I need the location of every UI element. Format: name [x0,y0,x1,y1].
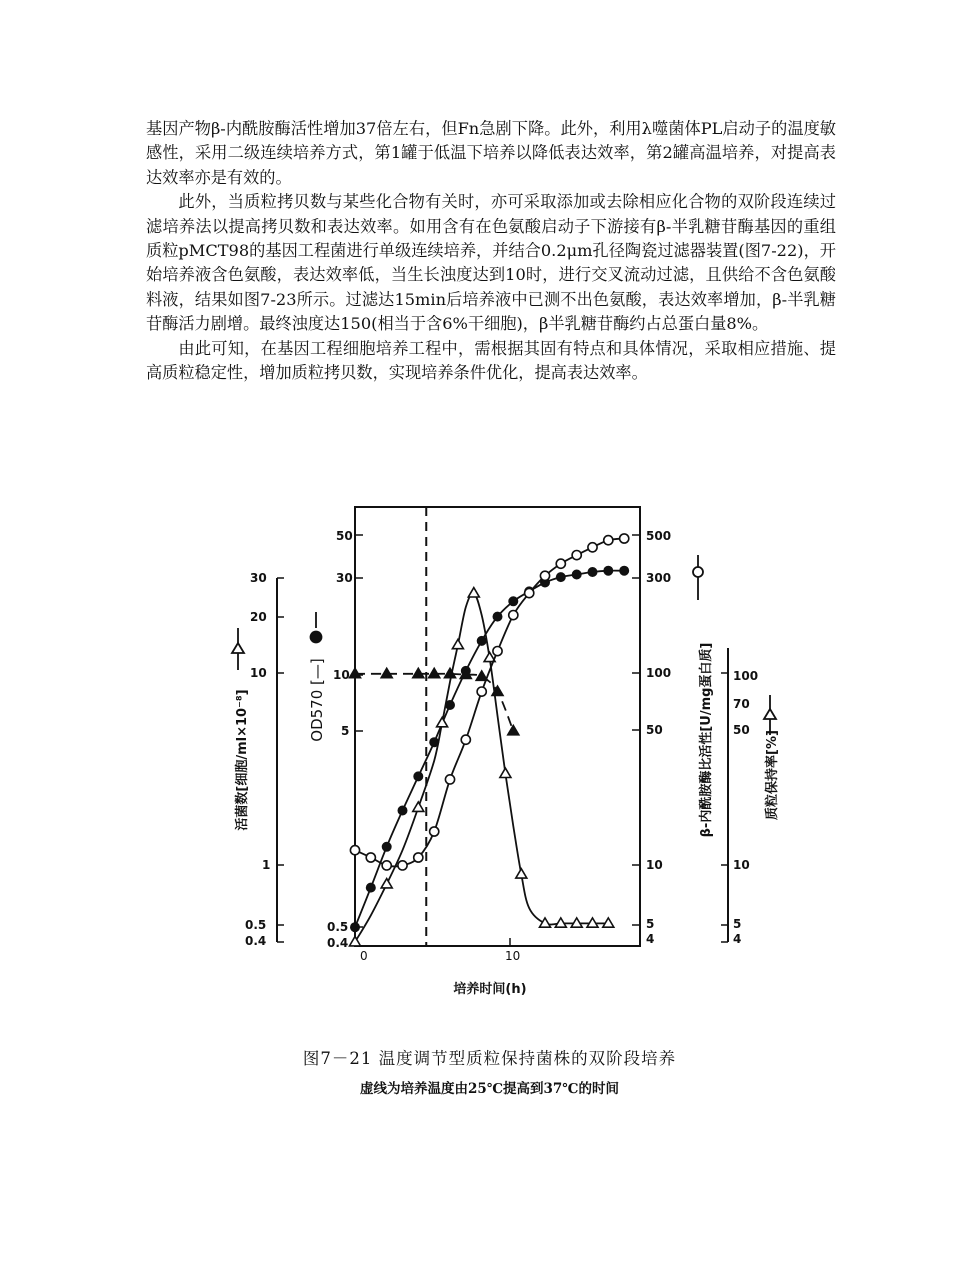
right-inner-axis-label: β-内酰胺酶比活性[U/mg蛋白质] [699,642,714,838]
tick-right-outer-10: 10 [733,858,750,872]
data-point-open-circle [398,861,407,870]
data-point-open-triangle [452,639,463,648]
figure-caption: 图7－21 温度调节型质粒保持菌株的双阶段培养 [302,1049,677,1068]
tick-left-inner-5: 5 [341,724,350,738]
data-point-open-circle [445,775,454,784]
tick-right-outer-50: 50 [733,723,750,737]
tick-right-outer-70: 70 [733,697,750,711]
tick-right-inner-5: 5 [646,917,655,931]
legend-marker-filled-circle [311,632,322,643]
data-point-filled-circle [446,701,454,709]
tick-right-inner-10: 10 [646,858,663,872]
data-point-filled-circle [398,806,406,814]
data-point-open-circle [509,611,518,620]
data-point-open-circle [604,536,613,545]
tick-left-outer-1: 1 [262,858,271,872]
data-point-filled-circle [588,568,596,576]
x-axis-label: 培养时间(h) [453,982,527,997]
tick-right-inner-500: 500 [646,529,672,543]
data-point-open-circle [572,551,581,560]
paragraph-1: 基因产物β-内酰胺酶活性增加37倍左右，但Fn急剧下降。此外，利用λ噬菌体PL启动子的温度敏感性，采用二级连续培养方式，第1罐于低温下培养以降低表达效率，第2罐高温培养，对提高表达效率亦是有效的。 [146,119,836,187]
data-point-filled-circle [493,612,501,620]
data-point-filled-circle [573,570,581,578]
tick-left-outer-30: 30 [250,571,267,585]
series-filled-circle-line [355,571,624,928]
data-point-open-triangle [437,718,448,727]
data-point-open-triangle [516,869,527,878]
tick-right-outer-5: 5 [733,917,742,931]
data-point-open-circle [540,571,549,580]
data-point-open-circle [366,853,375,862]
tick-left-inner-50: 50 [336,529,353,543]
paragraph-2: 此外，当质粒拷贝数与某些化合物有关时，亦可采取添加或去除相应化合物的双阶段连续过滤培养法以提高拷贝数和表达效率。如用含有在色氨酸启动子下游接有β-半乳糖苷酶基因的重组质粒pMCT98的基因工程菌进行单级连续培养，并结合0.2μm孔径陶瓷过滤器装置(图7-22)，开始培养液含色氨酸，表达效率低，当生长浊度达到10时，进行交叉流动过滤，且供给不含色氨酸料液，结果如图7-23所示。过滤达15min后培养液中已测不出色氨酸，表达效率增加，β-半乳糖苷酶活力剧增。最终浊度达150(相当于含6%干细胞)，β半乳糖苷酶约占总蛋白量8%。 [146,192,836,334]
tick-left-inner-30: 30 [336,571,353,585]
left-outer-axis-label: 活菌数[细胞/ml×10⁻⁸] [235,689,250,831]
data-point-filled-circle [509,597,517,605]
data-point-filled-circle [478,637,486,645]
data-point-open-circle [477,687,486,696]
tick-right-inner-4: 4 [646,932,655,946]
legend-marker-open-triangle [232,643,244,653]
data-point-open-triangle [413,802,424,811]
data-point-open-circle [350,846,359,855]
legend-marker-open-circle [693,567,703,577]
data-point-open-circle [430,827,439,836]
data-point-filled-circle [414,772,422,780]
tick-left-inner-0-4: 0.4 [327,936,349,950]
data-point-open-triangle [350,937,361,946]
data-point-open-triangle [468,588,479,597]
data-point-open-circle [382,861,391,870]
data-point-filled-circle [367,883,375,891]
legend-marker-filled-triangle [764,709,776,719]
tick-left-inner-0-5: 0.5 [327,920,349,934]
data-point-open-triangle [540,918,551,927]
data-point-open-circle [493,647,502,656]
tick-left-outer-20: 20 [250,610,267,624]
data-point-open-circle [588,543,597,552]
data-point-open-circle [620,534,629,543]
data-point-open-circle [525,589,534,598]
series-layer [350,534,629,946]
data-point-open-circle [556,559,565,568]
tick-right-inner-100: 100 [646,666,672,680]
data-point-open-circle [461,735,470,744]
tick-right-outer-100: 100 [733,669,759,683]
tick-right-inner-50: 50 [646,723,663,737]
data-point-filled-circle [383,843,391,851]
tick-right-inner-300: 300 [646,571,672,585]
tick-left-outer-0-4: 0.4 [245,934,267,948]
data-point-filled-circle [557,573,565,581]
data-point-open-circle [414,853,423,862]
data-point-filled-circle [604,567,612,575]
tick-x-0: 0 [360,949,368,963]
data-point-filled-circle [620,567,628,575]
data-point-filled-triangle [445,668,456,677]
data-point-filled-triangle [476,671,487,680]
tick-left-inner-10: 10 [333,668,350,682]
data-point-open-triangle [381,879,392,888]
data-point-filled-triangle [508,725,519,734]
series-open-circle-line [355,539,624,867]
tick-x-10: 10 [505,949,521,963]
right-outer-axis-label: 质粒保持率[%] [765,730,780,820]
paragraph-3: 由此可知，在基因工程细胞培养工程中，需根据其固有特点和具体情况，采取相应措施、提高质粒稳定性，增加质粒拷贝数，实现培养条件优化，提高表达效率。 [146,338,836,383]
left-inner-axis-label: OD570 [—] [308,658,326,742]
tick-right-outer-4: 4 [733,932,742,946]
tick-left-outer-0-5: 0.5 [245,918,267,932]
tick-left-outer-10: 10 [250,666,267,680]
data-point-open-triangle [500,768,511,777]
series-filled-triangle-line [355,674,513,731]
figure-subcaption: 虚线为培养温度由25℃提高到37℃的时间 [360,1081,619,1097]
